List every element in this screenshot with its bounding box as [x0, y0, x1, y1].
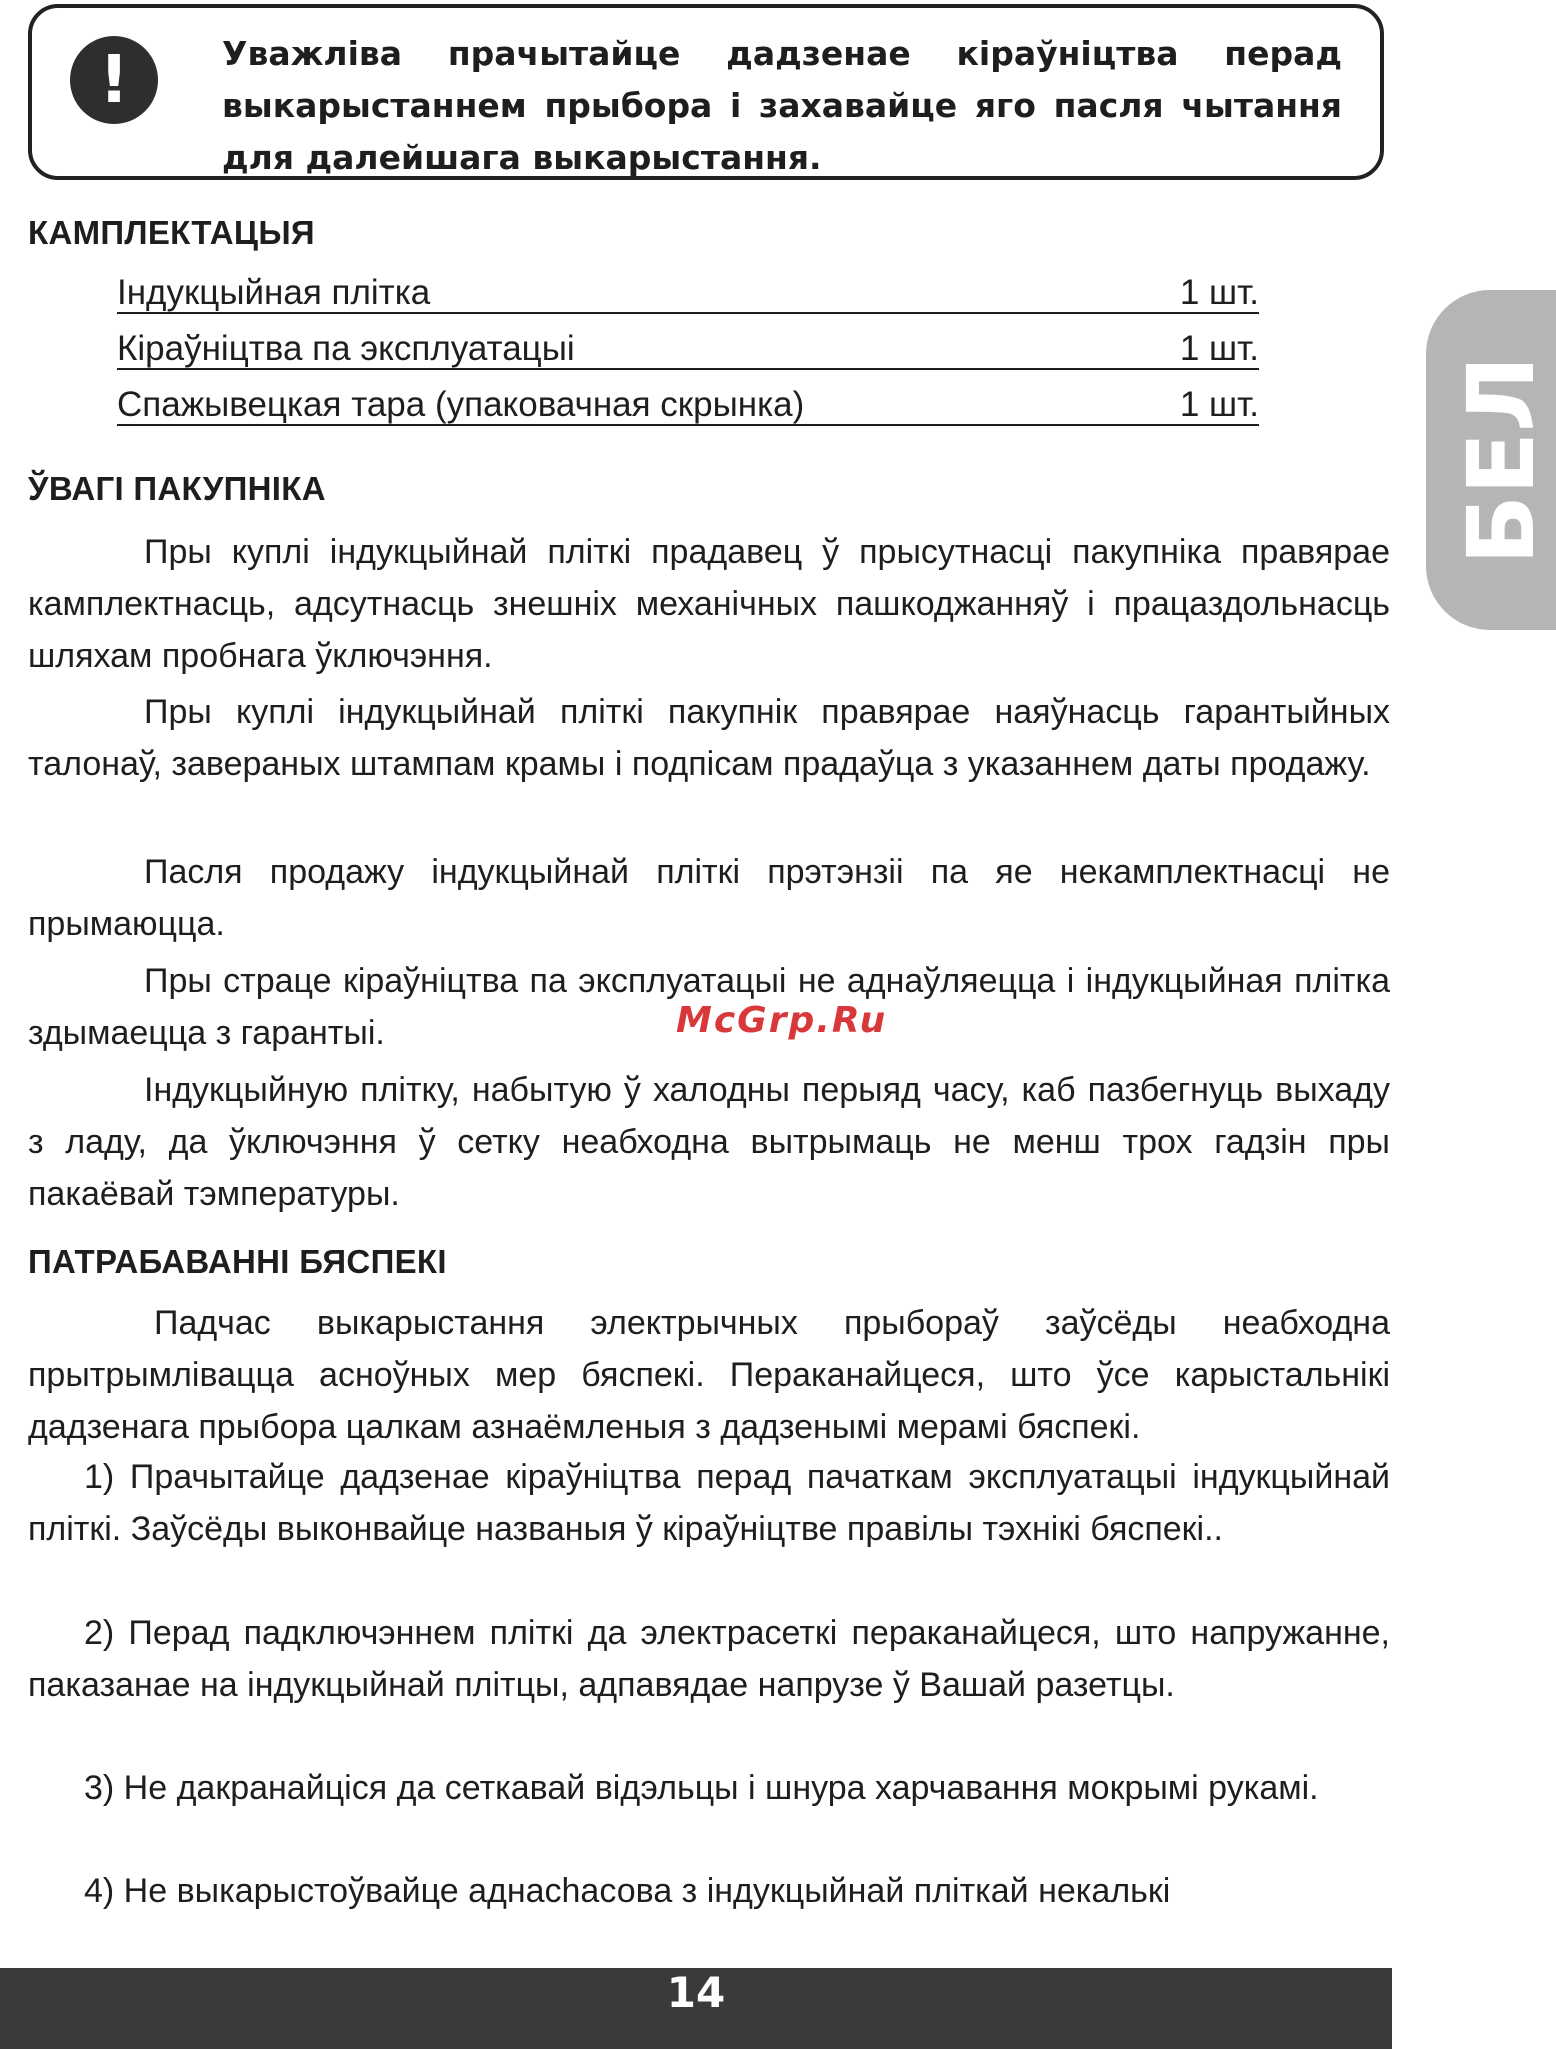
safety-heading: ПАТРАБАВАННІ БЯСПЕКІ: [28, 1243, 447, 1280]
watermark: McGrp.Ru: [676, 1000, 888, 1041]
buyer-paragraph: Пры куплі індукцыйнай пліткі пакупнік правярае наяўнасць гарантыйных талонаў, завераных штампам крамы і подпісам прадаўца з указаннем даты продажу.: [28, 693, 1390, 783]
kit-item-name: Кіраўніцтва па эксплуатацыі: [117, 329, 575, 368]
buyer-paragraph: Індукцыйную плітку, набытую ў халодны перыяд часу, каб пазбегнуць выхаду з ладу, да ўключэння ў сетку неабходна вытрымаць не менш трох гадзін пры пакаёвай тэмпературы.: [28, 1071, 1390, 1213]
safety-item: 4) Не выкарыстоўвайце аднachасова з індукцыйнай пліткай некалькі: [84, 1872, 1171, 1910]
safety-item: 2) Перад падключэннем пліткі да электрасеткі пераканайцеся, што напружанне, паказанае на індукцыйнай плітцы, адпавядае напрузе ў Вашай разетцы.: [28, 1614, 1390, 1704]
kit-item: [117, 330, 1259, 370]
language-tab: [1426, 290, 1556, 630]
page-footer: [0, 1968, 1392, 2049]
buyer-paragraph: Пры страце кіраўніцтва па эксплуатацыі не аднаўляецца і індукцыйная плітка здымаецца з гарантыі.: [28, 962, 1390, 1052]
language-tab-label: БЕЛ: [1448, 355, 1555, 565]
warning-box: [28, 4, 1384, 180]
kit-heading: КАМПЛЕКТАЦЫЯ: [28, 214, 315, 251]
page-number: 14: [666, 1968, 726, 2017]
buyer-paragraph: Пасля продажу індукцыйнай пліткі прэтэнзіі па яе некамплектнасці не прымаюцца.: [28, 853, 1390, 943]
warning-text: Уважліва прачытайце дадзенае кіраўніцтва перад выкарыстаннем прыбора і захавайце яго пасля чытання для далейшага выкарыстання.: [222, 34, 1342, 177]
kit-item-qty: 1 шт.: [1179, 329, 1259, 368]
buyer-heading: ЎВАГІ ПАКУПНІКА: [28, 470, 326, 507]
safety-item: 1) Прачытайце дадзенае кіраўніцтва перад пачаткам эксплуатацыі індукцыйнай пліткі. Заўсёды выконвайце названыя ў кіраўніцтве правілы тэхнікі бяспекі..: [28, 1458, 1390, 1548]
kit-item-name: Індукцыйная плітка: [117, 273, 431, 312]
safety-item: 3) Не дакранайціся да сеткавай відэльцы і шнура харчавання мокрымі рукамі.: [84, 1769, 1319, 1807]
exclamation-icon: !: [70, 36, 158, 124]
buyer-paragraph: Пры куплі індукцыйнай пліткі прадавец ў прысутнасці пакупніка правярае камплектнасць, адсутнасць знешніх механічных пашкоджанняў і працаздольнасць шляхам пробнага ўключэння.: [28, 533, 1390, 675]
kit-item-name: Спажывецкая тара (упаковачная скрынка): [117, 385, 805, 424]
kit-item: [117, 386, 1259, 426]
kit-item-qty: 1 шт.: [1179, 385, 1259, 424]
kit-item-qty: 1 шт.: [1179, 273, 1259, 312]
kit-item: [117, 274, 1259, 314]
safety-intro: Падчас выкарыстання электрычных прыбораў заўсёды неабходна прытрымлівацца асноўных мер бяспекі. Пераканайцеся, што ўсе карыстальнікі дадзенага прыбора цалкам азнаёмленыя з дадзенымі мерамі бяспекі.: [28, 1304, 1390, 1446]
